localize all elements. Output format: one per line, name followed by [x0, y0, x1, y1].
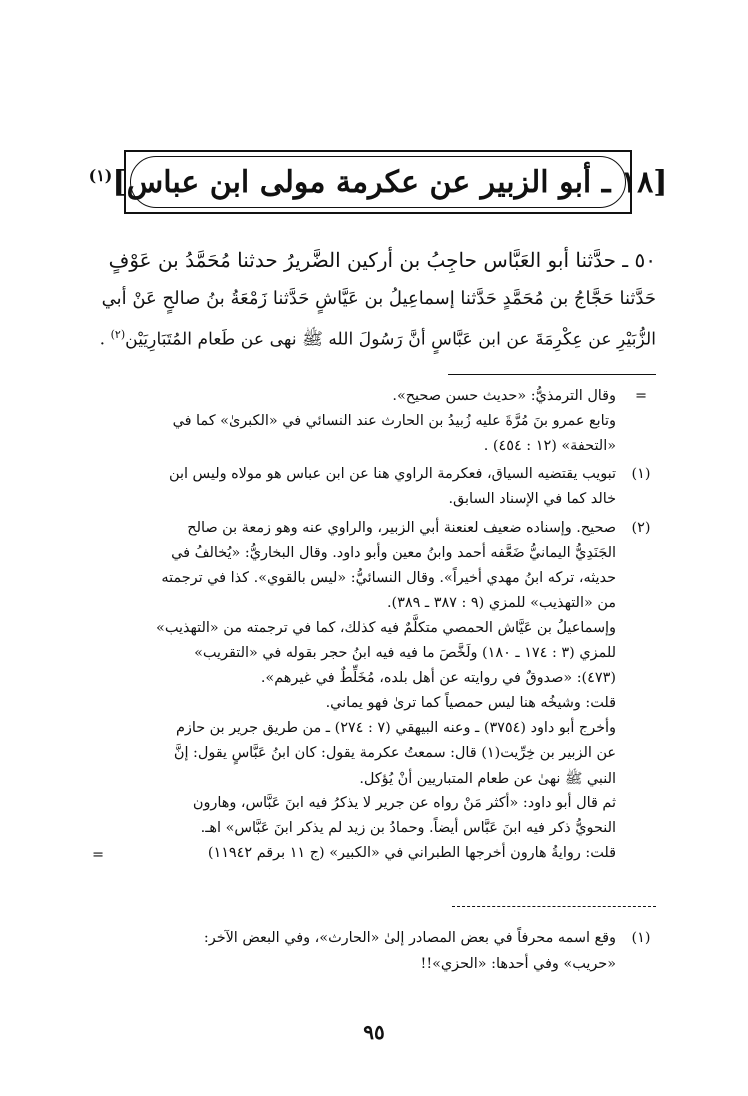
- heading-title: ١٨ ـ أبو الزبير عن عكرمة مولى ابن عباس: [126, 164, 654, 200]
- heading-close-bracket: ]: [112, 164, 127, 200]
- footnote-1-marker: (١): [631, 466, 651, 482]
- footnote-2-line-6: للمزي (٣ : ١٧٤ ـ ١٨٠) ولَخَّصَ ما فيه فيه ابنُ حجر بقوله في «التقريب»: [194, 645, 616, 661]
- footnote-separator: [448, 374, 656, 375]
- continued-footnote-marker: =: [634, 388, 648, 404]
- footnote-2-line-2: الجَنَدِيُّ اليمانيُّ ضَعَّفه أحمد وابنُ معين وأبو داود. وقال البخاريُّ: «يُخالفُ في: [171, 545, 616, 561]
- footnote-2-line-12: ثم قال أبو داود: «أكثر مَنْ رواه عن جرير لا يذكرُ فيه ابنَ عَبَّاس، وهارون: [192, 795, 616, 811]
- footnote-2-line-1: صحيح. وإسناده ضعيف لعنعنة أبي الزبير، والراوي عنه وهو زمعة بن صالح: [187, 520, 616, 536]
- cont-footnote-line-1: وقال الترمذيُّ: «حديث حسن صحيح».: [392, 388, 616, 404]
- sub-footnote-marker: (١): [631, 930, 651, 946]
- chapter-heading-frame: [88, 156, 668, 208]
- heading-footnote-ref: (١): [88, 165, 113, 185]
- hadith-line-3-end: .: [99, 329, 111, 350]
- hadith-line-2: حَدَّثنا حَجَّاجُ بن مُحَمَّدٍ حَدَّثنا إسماعِيلُ بن عَيَّاشٍ حَدَّثنا زَمْعَةُ بنُ صالحٍ عَنْ أبي: [101, 288, 656, 309]
- footnote-2-line-13: النحويُّ ذكر فيه ابنَ عَبَّاس أيضاً. وحمادُ بن زيد لم يذكر ابنَ عَبَّاس» اهـ.: [200, 820, 616, 836]
- hadith-line-3: [96, 328, 656, 354]
- hadith-footnote-ref: (٢): [110, 328, 126, 341]
- footnote-2-line-4: من «التهذيب» للمزي (٩ : ٣٨٧ ـ ٣٨٩).: [386, 595, 616, 611]
- hadith-line-3-text: الزُّبَيْرِ عن عِكْرِمَةَ عن ابن عَبَّاسٍ أنَّ رَسُولَ الله ﷺ نهى عن طَعام المُتَبَارِيَيْن: [125, 329, 656, 350]
- footnote-2-line-14: قلت: روايةُ هارون أخرجها الطبراني في «الكبير» (ج ١١ برقم ١١٩٤٢): [207, 845, 616, 861]
- footnote-2-line-8: قلت: وشيخُه هنا ليس حمصياً كما ترىٰ فهو يماني.: [325, 695, 616, 711]
- footnote-2-line-5: وإسماعيلُ بن عَيَّاش الحمصي متكلَّمٌ فيه كذلك، كما في ترجمته من «التهذيب»: [156, 620, 616, 636]
- footnote-1-line-1: تبويب يقتضيه السياق، فعكرمة الراوي هنا عن ابن عباس هو مولاه وليس ابن: [169, 466, 616, 482]
- cont-footnote-line-3: «التحفة» (١٢ : ٤٥٤) .: [483, 438, 616, 454]
- cont-footnote-line-2: وتابع عمرو بنَ مُرَّةَ عليه زُبيدُ بن الحارث عند النسائي في «الكبرىٰ» كما في: [172, 413, 616, 429]
- footnote-2-line-11: النبي ﷺ نهىٰ عن طعام المتباريين أنْ يُؤكل.: [359, 771, 616, 787]
- sub-footnote-separator: [452, 906, 656, 907]
- sub-footnote-line-1: وقع اسمه محرفاً في بعض المصادر إلىٰ «الحارث»، وفي البعض الآخر:: [203, 930, 616, 946]
- footnote-2-line-3: حديثه، تركه ابنُ مهدي أخيراً». وقال النسائيُّ: «ليس بالقوي». كذا في ترجمته: [161, 570, 616, 586]
- sub-footnote-line-2: «حريب» وفي أحدها: «الحزي»!!: [420, 956, 616, 972]
- footnote-2-line-7: (٤٧٣): «صدوقٌ في روايته عن أهل بلده، مُخَلِّطٌ في غيرهم».: [260, 670, 616, 686]
- hadith-line-1: ٥٠ ـ حدَّثنا أبو العَبَّاس حاجِبُ بن أركين الضَّريرُ حدثنا مُحَمَّدُ بن عَوْفٍ: [108, 248, 656, 272]
- footnote-2-continues-marker: =: [92, 847, 105, 863]
- page-number: ٩٥: [363, 1020, 385, 1044]
- footnote-2-line-9: وأخرج أبو داود (٣٧٥٤) ـ وعنه البيهقي (٧ : ٢٧٤) ـ من طريق جرير بن حازم: [175, 720, 616, 736]
- footnote-2-marker: (٢): [631, 520, 651, 536]
- chapter-heading-box: [88, 150, 668, 214]
- footnote-2-line-10: عن الزبير بن خِرِّيت(١) قال: سمعتُ عكرمة يقول: كان ابنُ عَبَّاسٍ يقول: إنَّ: [173, 745, 616, 761]
- chapter-heading: [89, 165, 668, 200]
- heading-open-bracket: [: [653, 164, 668, 200]
- footnote-1-line-2: خالد كما في الإسناد السابق.: [448, 491, 616, 507]
